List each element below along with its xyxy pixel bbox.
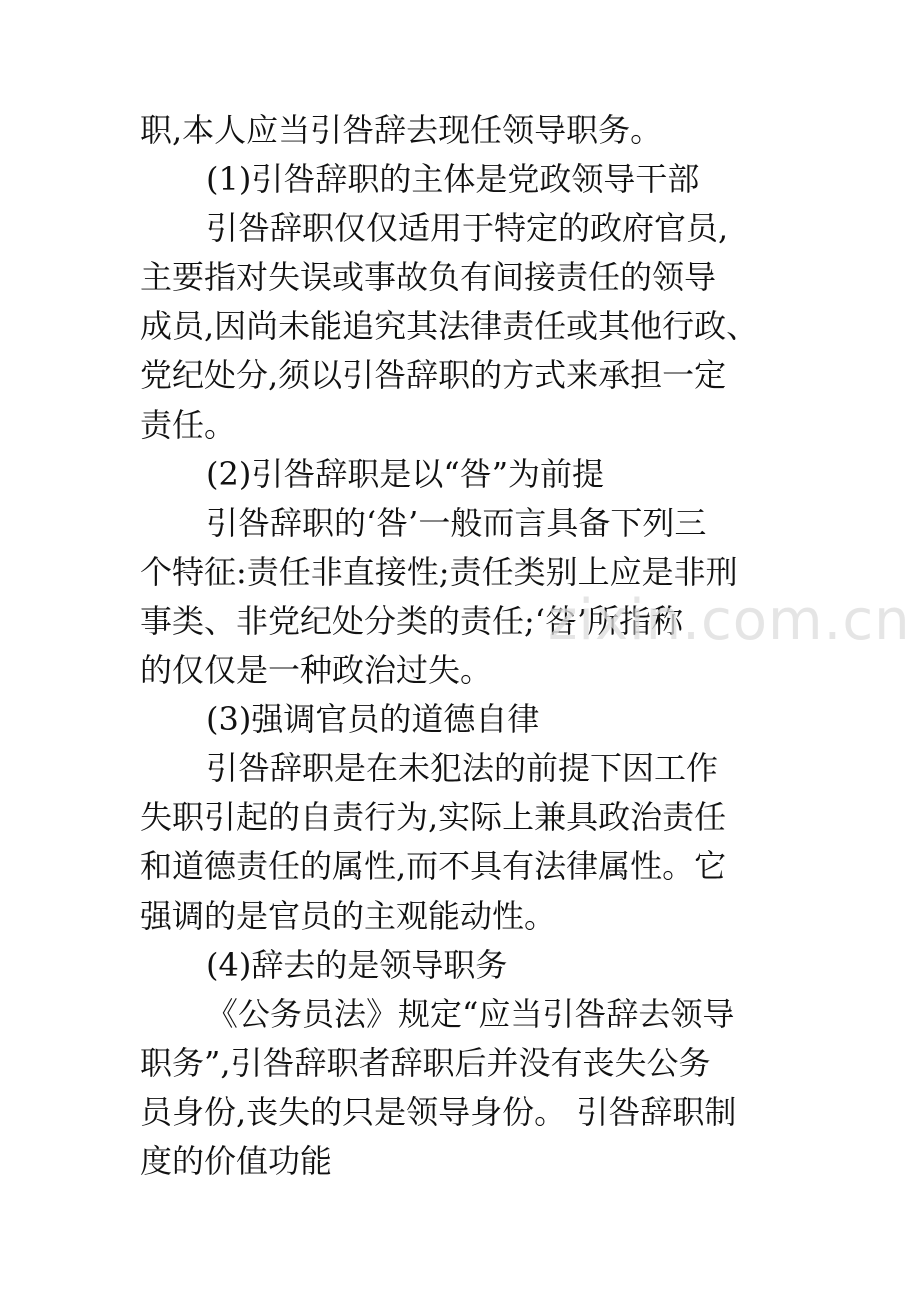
text-line: 党纪处分,须以引咎辞职的方式来承担一定 bbox=[140, 356, 727, 395]
paragraph-start: 《公务员法》规定“应当引咎辞去领导 bbox=[206, 994, 735, 1033]
section-heading: (3)强调官员的道德自律 bbox=[206, 700, 540, 739]
text-line: 个特征:责任非直接性;责任类别上应是非刑 bbox=[140, 552, 738, 591]
paragraph-start: 引咎辞职仅仅适用于特定的政府官员, bbox=[206, 209, 729, 248]
text-line: 的仅仅是一种政治过失。 bbox=[140, 651, 493, 690]
text-line: 职,本人应当引咎辞去现任领导职务。 bbox=[140, 111, 663, 149]
section-heading: (2)引咎辞职是以“咎”为前提 bbox=[206, 454, 605, 493]
text-line: 失职引起的自责行为,实际上兼具政治责任 bbox=[140, 798, 727, 837]
text-line: 主要指对失误或事故负有间接责任的领导 bbox=[140, 258, 717, 297]
text-line: 和道德责任的属性,而不具有法律属性。它 bbox=[140, 847, 727, 886]
document-body bbox=[140, 106, 800, 1186]
section-heading: (1)引咎辞职的主体是党政领导干部 bbox=[206, 160, 700, 199]
text-line: 强调的是官员的主观能动性。 bbox=[140, 896, 557, 935]
text-line: 成员,因尚未能追究其法律责任或其他行政、 bbox=[140, 307, 759, 346]
text-line: 责任。 bbox=[140, 405, 237, 444]
text-line: 度的价值功能 bbox=[140, 1141, 333, 1180]
text-line: 事类、非党纪处分类的责任;‘咎’所指称 bbox=[140, 601, 684, 640]
paragraph-start: 引咎辞职的‘咎’一般而言具备下列三 bbox=[206, 503, 707, 542]
section-heading: (4)辞去的是领导职务 bbox=[206, 945, 508, 984]
text-line: 员身份,丧失的只是领导身份。 引咎辞职制 bbox=[140, 1092, 737, 1131]
paragraph-start: 引咎辞职是在未犯法的前提下因工作 bbox=[206, 749, 719, 788]
watermark: zixin.com.cn bbox=[548, 588, 911, 653]
text-line: 职务”,引咎辞职者辞职后并没有丧失公务 bbox=[140, 1043, 711, 1082]
